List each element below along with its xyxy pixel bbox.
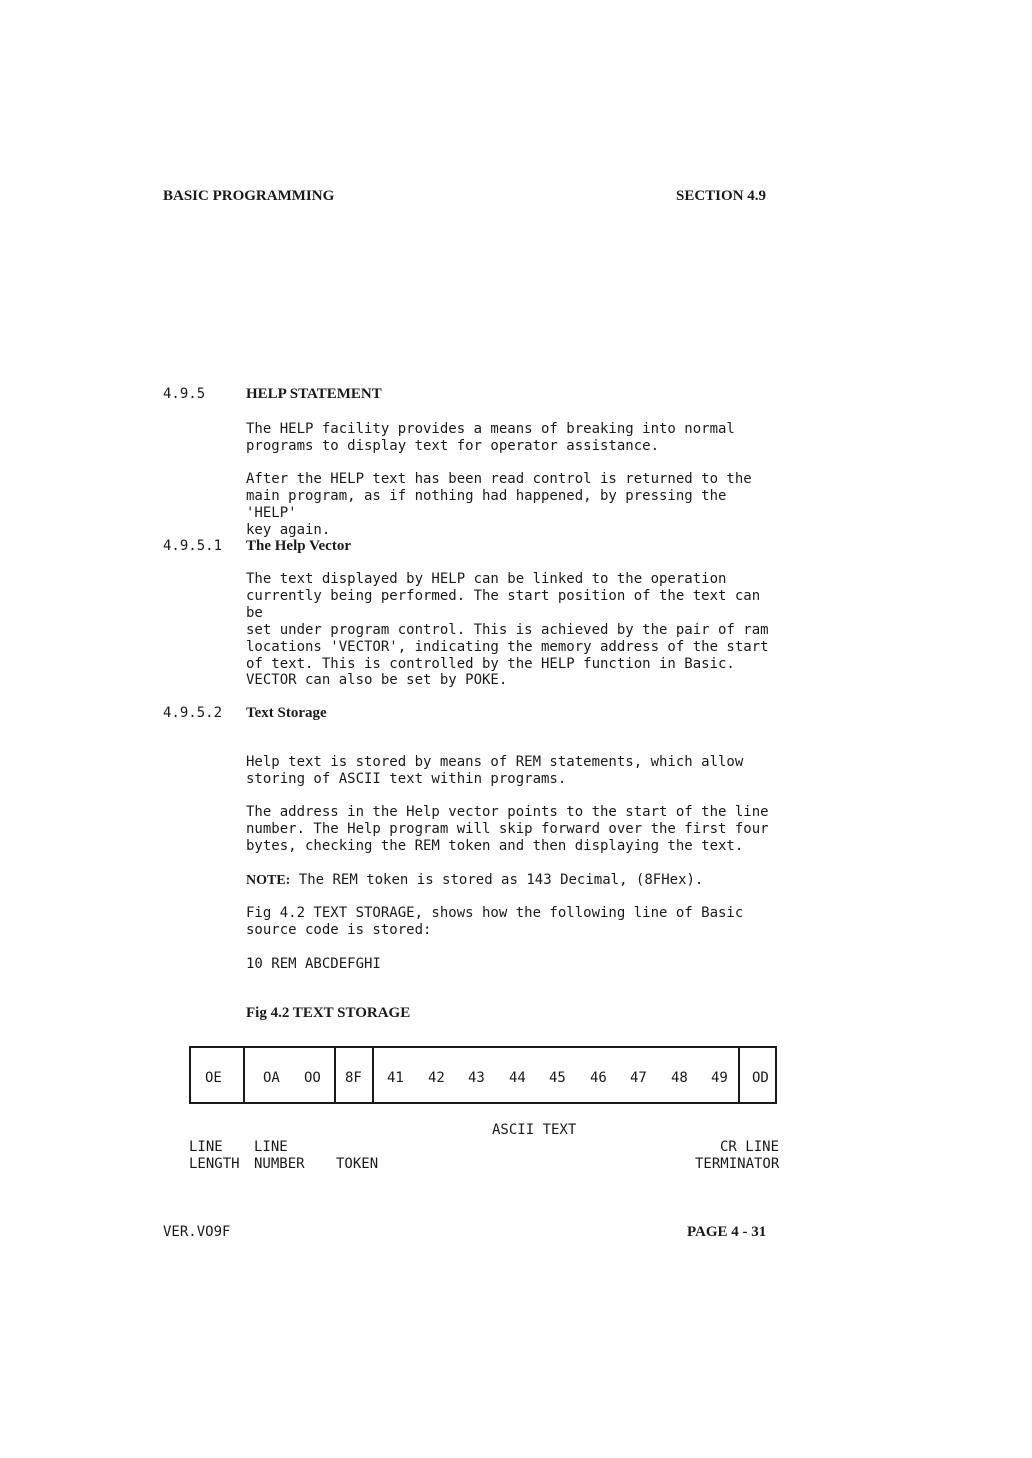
section-title-text-storage: Text Storage (246, 705, 327, 721)
cell-text-byte: 43 (468, 1070, 485, 1086)
label-token: TOKEN (336, 1156, 379, 1172)
section-number-4-9-5: 4.9.5 (163, 386, 206, 402)
cell-text-byte: 45 (549, 1070, 566, 1086)
cell-text-byte: 41 (387, 1070, 404, 1086)
note-text: The REM token is stored as 143 Decimal, (8FHex). (290, 872, 704, 888)
paragraph-help-vector: The text displayed by HELP can be linked to the operation currently being performed. The start position of the text can be set under program control. This is achieved by the pair of ram locations 'VECTOR', indicating the memory address of the start of text. This is controlled by the HELP function in Basic. (246, 571, 769, 672)
section-number-4-9-5-1: 4.9.5.1 (163, 538, 223, 554)
label-line-number-1: LINE (254, 1139, 288, 1155)
section-title-help-vector: The Help Vector (246, 538, 351, 554)
cell-line-number-low: OO (304, 1070, 321, 1086)
cell-token: 8F (345, 1070, 362, 1086)
label-ascii-text: ASCII TEXT (492, 1122, 577, 1138)
figure-title: Fig 4.2 TEXT STORAGE (246, 1005, 411, 1021)
note-paragraph (246, 872, 770, 889)
cell-text-byte: 47 (630, 1070, 647, 1086)
paragraph-vector-poke: VECTOR can also be set by POKE. (246, 672, 508, 688)
label-line-length-1: LINE (189, 1139, 223, 1155)
note-label: NOTE: (246, 873, 291, 888)
cell-text-byte: 42 (428, 1070, 445, 1086)
section-title-help-statement: HELP STATEMENT (246, 386, 382, 402)
divider-length (243, 1048, 245, 1102)
header-title: BASIC PROGRAMMING (163, 188, 335, 204)
footer-version: VER.VO9F (163, 1224, 231, 1240)
cell-text-byte: 48 (671, 1070, 688, 1086)
cell-text-byte: 49 (711, 1070, 728, 1086)
paragraph-fig-reference: Fig 4.2 TEXT STORAGE, shows how the following line of Basic source code is stored: (246, 905, 744, 938)
cell-cr-terminator: OD (752, 1070, 769, 1086)
label-cr-line: CR LINE (720, 1139, 780, 1155)
footer-page-number: PAGE 4 - 31 (687, 1224, 767, 1240)
header-section: SECTION 4.9 (676, 188, 767, 204)
label-terminator: TERMINATOR (695, 1156, 780, 1172)
cell-line-length: OE (205, 1070, 222, 1086)
label-line-length-2: LENGTH (189, 1156, 240, 1172)
divider-token (372, 1048, 374, 1102)
paragraph-rem-statements: Help text is stored by means of REM statements, which allow storing of ASCII text within programs. (246, 754, 744, 787)
cell-line-number-high: OA (263, 1070, 280, 1086)
paragraph-help-facility: The HELP facility provides a means of breaking into normal programs to display text for operator assistance. (246, 421, 735, 454)
code-sample: 10 REM ABCDEFGHI (246, 956, 381, 972)
paragraph-help-return: After the HELP text has been read control is returned to the main program, as if nothing had happened, by pressing the 'HELP' key again. (246, 471, 752, 538)
cell-text-byte: 44 (509, 1070, 526, 1086)
divider-text (738, 1048, 740, 1102)
label-line-number-2: NUMBER (254, 1156, 305, 1172)
divider-line-number (334, 1048, 336, 1102)
cell-text-byte: 46 (590, 1070, 607, 1086)
paragraph-vector-address: The address in the Help vector points to the start of the line number. The Help program will skip forward over the first four bytes, checking the REM token and then displaying the text. (246, 804, 769, 854)
section-number-4-9-5-2: 4.9.5.2 (163, 705, 223, 721)
text-storage-diagram (189, 1046, 777, 1104)
